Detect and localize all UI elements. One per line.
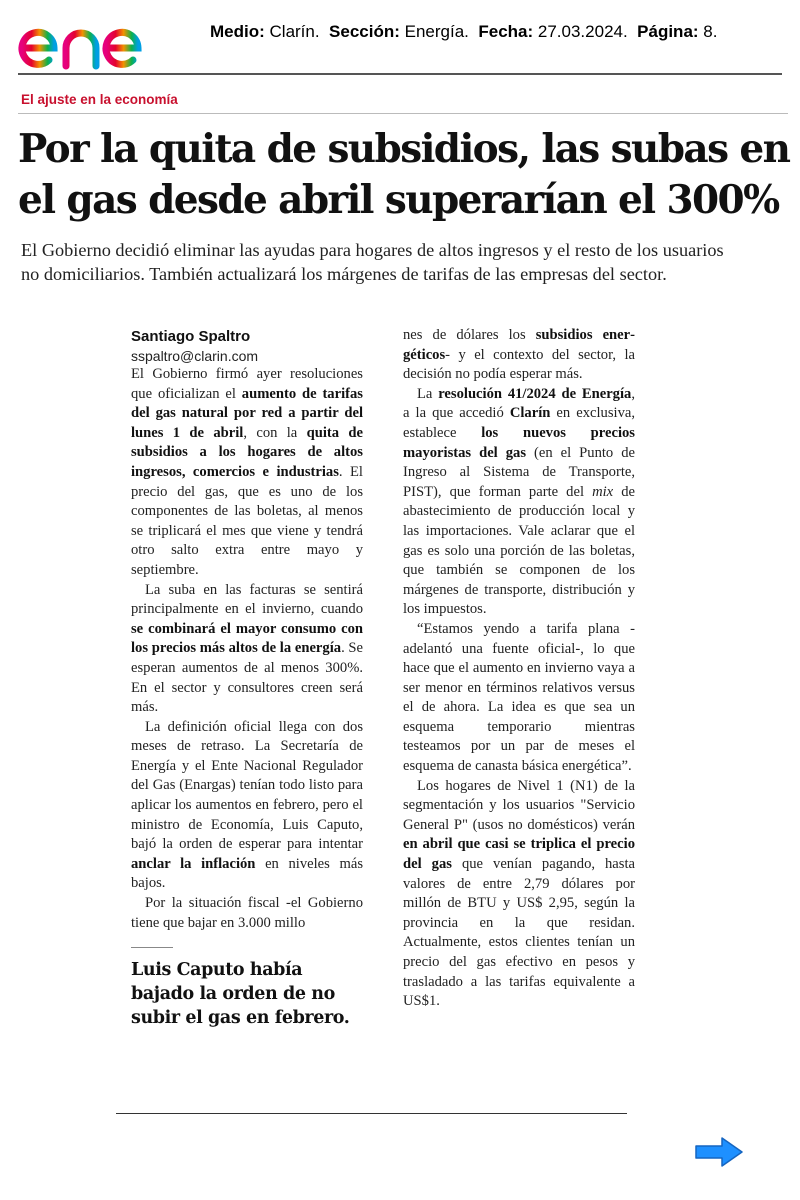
deck-line: no domiciliarios. También actualizará los márgenes de tarifas de las empresas del sector.: [21, 264, 667, 284]
pull-quote-line: Luis Caputo había: [131, 960, 303, 981]
text-run: . El precio del gas, que es uno de los componentes de las boletas, al menos se triplicará el mes que viene y tendrá otro salto extra entre mayo y septiembre.: [131, 463, 363, 578]
author-name: Santiago Spaltro: [131, 328, 251, 345]
author-email[interactable]: sspaltro@clarin.com: [131, 348, 259, 364]
clipping-meta: Medio: Clarín. Sección: Energía. Fecha: 27.03.2024. Página: 8.: [210, 22, 718, 41]
text-run: El Gobierno firmó ayer resoluciones que oficializan el: [131, 366, 363, 402]
body-paragraph: [403, 385, 635, 620]
pull-quote-line: bajado la orden de no: [131, 984, 335, 1005]
text-run: mix: [592, 483, 614, 500]
body-paragraph: [131, 581, 363, 718]
header-divider: [18, 73, 782, 75]
text-run: (en el Punto de Ingreso al Sistema de Transporte, PIST), que forman parte del: [403, 444, 635, 500]
bold-text: Clarín: [509, 405, 551, 422]
bold-text: subsidios energéticos: [403, 327, 635, 363]
body-paragraph: [403, 777, 635, 1012]
bold-text: en abril que casi se triplica el precio del gas: [403, 836, 635, 873]
deck-line: El Gobierno decidió eliminar las ayudas para hogares de altos ingresos y el resto de los usuarios: [21, 240, 724, 260]
text-run: nes de dólares los: [403, 327, 536, 343]
section-label: El ajuste en la economía: [21, 92, 178, 107]
text-run: , a la que accedió: [403, 385, 635, 422]
body-paragraph: [403, 326, 635, 385]
bold-text: los nuevos precios mayoristas del gas: [403, 424, 635, 461]
text-run: en niveles más bajos.: [131, 855, 363, 892]
pull-quote-divider: [131, 947, 173, 948]
text-run: que venían pagando, hasta valores de entre 2,79 dólares por millón de BTU y US$ 2,95, según la provincia en la que residan. Actualmente, estos clientes tenían un precio del gas efectivo en pesos y trasladado a las tarifas equivalente a US$1.: [403, 856, 636, 1010]
text-run: Los hogares de Nivel 1 (N1) de la segmentación y los usuarios "Servicio General P" (usos no domésticos) verán: [403, 777, 635, 833]
bold-text: aumento de tarifas del gas natural por red a partir del lunes 1 de abril: [131, 385, 363, 441]
pull-quote-line: subir el gas en febrero.: [131, 1008, 350, 1029]
bold-text: se combinará el mayor consumo con los precios más altos de la energía: [131, 620, 363, 657]
footer-divider: [116, 1113, 627, 1114]
bold-text: resolución 41/2024 de Energía: [438, 385, 632, 402]
body-paragraph: [131, 718, 363, 894]
headline-line: el gas desde abril superarían el 300%: [18, 177, 779, 223]
text-run: en exclusiva, establece: [403, 405, 635, 441]
text-run: La: [417, 385, 439, 402]
text-run: La suba en las facturas se sentirá principalmente en el invierno, cuando: [131, 581, 363, 618]
text-run: - y el contexto del sector, la decisión no podía esperar más.: [403, 346, 635, 383]
next-page-button[interactable]: [694, 1136, 744, 1168]
text-run: “Estamos yendo a tarifa plana -adelantó una fuente oficial-, lo que hace que el aumento en invierno vaya a ser menor en términos relativos versus el de ahora. La idea es que sea un esquema temporario mientras testeamos por un par de meses el esquema de canasta básica energética”.: [403, 620, 635, 775]
body-paragraph: [403, 620, 635, 777]
text-run: La definición oficial llega con dos meses de retraso. La Secretaría de Energía y el Ente Nacional Regulador del Gas (Enargas) tenían todo listo para aplicar los aumentos en febrero, pero el ministro de Economía, Luis Caputo, bajó la orden de esperar para intentar: [131, 718, 363, 853]
column-1: [131, 327, 363, 1030]
section-divider: [18, 113, 788, 114]
body-paragraph: [131, 365, 363, 581]
arrow-right-icon: [696, 1138, 742, 1166]
bold-text: quita de subsidios a los hogares de altos ingresos, comercios e industrias: [131, 424, 364, 480]
column-1-body: [131, 365, 363, 933]
headline-line: Por la quita de subsidios, las subas en: [18, 126, 790, 172]
headline: [18, 124, 788, 226]
text-run: Por la situación fiscal -el Gobierno tiene que bajar en 3.000 millo: [131, 895, 363, 931]
column-2: [403, 326, 635, 1012]
bold-text: anclar la inflación: [131, 855, 256, 872]
pull-quote: [131, 958, 363, 1030]
text-run: . Se esperan aumentos de al menos 300%. En el sector y consultores creen será más.: [131, 640, 364, 716]
text-run: , con la: [243, 424, 307, 441]
deck: [21, 238, 791, 286]
enel-logo: [14, 4, 184, 74]
text-run: de abastecimiento de producción local y las importaciones. Vale aclarar que el gas es solo una porción de las boletas, que también se componen de los márgenes de transporte, distribución y los impuestos.: [403, 483, 635, 618]
column-2-body: [403, 326, 635, 1012]
body-paragraph: [131, 894, 363, 933]
clipping-header: [0, 0, 800, 80]
